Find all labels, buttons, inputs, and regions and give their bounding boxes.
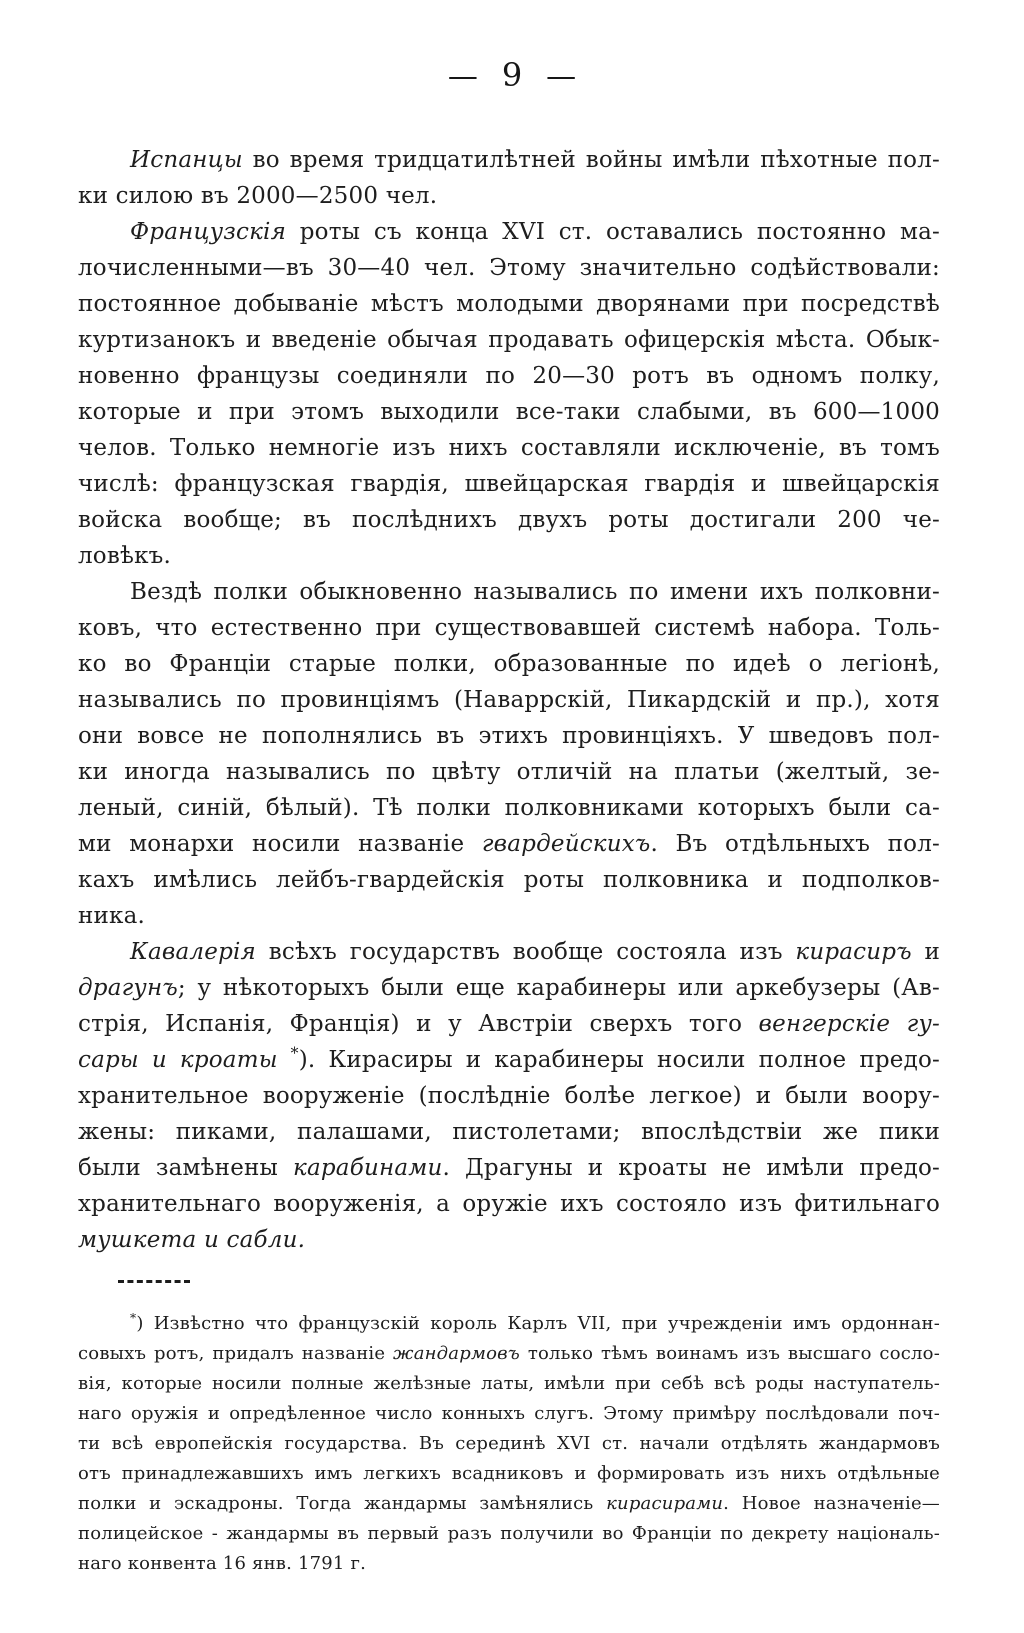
text-segment: ника. [78, 903, 146, 929]
text-segment: они вовсе не пополнялись въ этихъ провинціяхъ. У шведовъ пол- [78, 723, 940, 749]
text-line [78, 214, 940, 250]
text-line [78, 1222, 940, 1258]
text-line [78, 754, 940, 790]
text-segment: Вездѣ полки обыкновенно назывались по имени ихъ полковни- [130, 579, 940, 605]
text-segment: отъ принадлежавшихъ имъ легкихъ всадниковъ и формировать изъ нихъ отдѣльные [78, 1463, 940, 1484]
text-line [78, 1369, 940, 1399]
text-segment: стрія, Испанія, Франція) и у Австріи сверхъ того [78, 1011, 759, 1037]
paragraph [78, 214, 940, 574]
italic-text: драгунъ [78, 975, 178, 1001]
text-segment: ). Кирасиры и карабинеры носили полное предо- [298, 1047, 941, 1073]
text-line [78, 538, 940, 574]
text-line [78, 1006, 940, 1042]
paragraph [78, 934, 940, 1258]
italic-text: венгерскіе гу- [758, 1011, 940, 1037]
italic-text: гвардейскихъ [481, 831, 651, 857]
text-segment: ковъ, что естественно при существовавшей системѣ набора. Толь- [78, 615, 940, 641]
text-segment: ки иногда назывались по цвѣту отличій на платьи (желтый, зе- [78, 759, 940, 785]
text-line [78, 1114, 940, 1150]
text-segment: и [911, 939, 940, 965]
text-segment: во время тридцатилѣтней войны имѣли пѣхотные пол- [242, 147, 940, 173]
text-segment: полки и эскадроны. Тогда жандармы замѣнялись [78, 1493, 607, 1514]
header-left-dash: — [447, 59, 478, 94]
page-header [0, 0, 1024, 96]
page-number: 9 [501, 56, 523, 94]
header-right-dash: — [546, 59, 577, 94]
text-segment: назывались по провинціямъ (Наваррскій, Пикардскій и пр.), хотя [78, 687, 940, 713]
text-segment: леный, синій, бѣлый). Тѣ полки полковниками которыхъ были са- [78, 795, 940, 821]
italic-text: кирасирами [606, 1493, 724, 1514]
text-line [78, 466, 940, 502]
text-segment: . Новое назначеніе— [723, 1493, 940, 1514]
text-line [78, 178, 940, 214]
text-segment: . Въ отдѣльныхъ пол- [650, 831, 940, 857]
text-line [78, 1459, 940, 1489]
italic-text: Испанцы [130, 147, 243, 173]
text-line [78, 250, 940, 286]
italic-text: мушкета и сабли. [78, 1227, 306, 1253]
text-line [78, 358, 940, 394]
text-line [78, 610, 940, 646]
text-segment: были замѣнены [78, 1155, 294, 1181]
text-line [78, 826, 940, 862]
text-line [78, 646, 940, 682]
text-line [78, 1489, 940, 1519]
text-segment: лочисленными—въ 30—40 чел. Этому значительно содѣйствовали: [78, 255, 940, 281]
text-segment: челов. Только немногіе изъ нихъ составляли исключеніе, въ томъ [78, 435, 940, 461]
paragraph [78, 142, 940, 214]
text-line [78, 430, 940, 466]
text-segment: ; у нѣкоторыхъ были еще карабинеры или аркебузеры (Ав- [177, 975, 940, 1001]
text-line [78, 394, 940, 430]
text-line [78, 322, 940, 358]
text-segment: всѣхъ государствъ вообще состояла изъ [255, 939, 796, 965]
text-segment: жены: пиками, палашами, пистолетами; впослѣдствіи же пики [78, 1119, 940, 1145]
paragraph [78, 1309, 940, 1579]
text-segment: новенно французы соединяли по 20—30 ротъ въ одномъ полку, [78, 363, 940, 389]
text-line [78, 898, 940, 934]
text-segment: наго оружія и опредѣленное число конныхъ слугъ. Этому примѣру послѣдовали поч- [78, 1403, 940, 1424]
text-segment: хранительнаго вооруженія, а оружіе ихъ состояло изъ фитильнаго [78, 1191, 940, 1217]
footnote-block [78, 1309, 940, 1579]
text-line [78, 934, 940, 970]
text-segment: которые и при этомъ выходили все-таки слабыми, въ 600—1000 [78, 399, 940, 425]
footnote-marker: * [130, 1311, 137, 1325]
text-line [78, 1549, 940, 1579]
text-line [78, 502, 940, 538]
text-segment: постоянное добываніе мѣстъ молодыми дворянами при посредствѣ [78, 291, 940, 317]
italic-text: жандармовъ [393, 1343, 520, 1364]
text-segment: ) Извѣстно что французскій король Карлъ VII, при учрежденіи имъ ордоннан- [136, 1313, 940, 1334]
text-line [78, 1309, 940, 1339]
footnote-marker: * [290, 1043, 299, 1063]
footnote-divider [118, 1280, 190, 1283]
text-segment: числѣ: французская гвардія, швейцарская гвардія и швейцарскія [78, 471, 940, 497]
text-segment: кахъ имѣлись лейбъ-гвардейскія роты полковника и подполков- [78, 867, 940, 893]
text-segment: только тѣмъ воинамъ изъ высшаго сосло- [519, 1343, 940, 1364]
italic-text: карабинами [293, 1155, 443, 1181]
text-line [78, 718, 940, 754]
text-line [78, 970, 940, 1006]
text-line [78, 1339, 940, 1369]
text-segment: куртизанокъ и введеніе обычая продавать офицерскія мѣста. Обык- [78, 327, 940, 353]
text-line [78, 790, 940, 826]
text-line [78, 142, 940, 178]
text-segment: наго конвента 16 янв. 1791 г. [78, 1553, 367, 1574]
text-segment: полицейское - жандармы въ первый разъ получили во Франціи по декрету національ- [78, 1523, 940, 1544]
text-segment: ти всѣ европейскія государства. Въ серединѣ XVI ст. начали отдѣлять жандармовъ [78, 1433, 940, 1454]
italic-text: Французскія [130, 219, 287, 245]
text-line [78, 574, 940, 610]
text-segment: ко во Франціи старые полки, образованные по идеѣ о легіонѣ, [78, 651, 940, 677]
text-segment: роты съ конца XVI ст. оставались постоянно ма- [286, 219, 940, 245]
text-segment: совыхъ ротъ, придалъ названіе [78, 1343, 394, 1364]
text-line [78, 1078, 940, 1114]
italic-text: кирасиръ [795, 939, 912, 965]
text-line [78, 286, 940, 322]
text-line [78, 1429, 940, 1459]
text-segment: ловѣкъ. [78, 543, 171, 569]
main-text-block [78, 142, 940, 1258]
text-segment: хранительное вооруженіе (послѣдніе болѣе легкое) и были воору- [78, 1083, 940, 1109]
text-segment: войска вообще; въ послѣднихъ двухъ роты достигали 200 че- [78, 507, 940, 533]
text-line [78, 1150, 940, 1186]
text-segment: вія, которые носили полные желѣзные латы, имѣли при себѣ всѣ роды наступатель- [78, 1373, 940, 1394]
text-segment: ми монархи носили названіе [78, 831, 482, 857]
text-line [78, 682, 940, 718]
text-line [78, 862, 940, 898]
text-line [78, 1042, 940, 1078]
paragraph [78, 574, 940, 934]
text-line [78, 1519, 940, 1549]
text-line [78, 1399, 940, 1429]
text-segment: . Драгуны и кроаты не имѣли предо- [442, 1155, 941, 1181]
italic-text: Кавалерія [130, 939, 256, 965]
text-line [78, 1186, 940, 1222]
text-segment: ки силою въ 2000—2500 чел. [78, 183, 438, 209]
italic-text: сары и кроаты [78, 1047, 291, 1073]
